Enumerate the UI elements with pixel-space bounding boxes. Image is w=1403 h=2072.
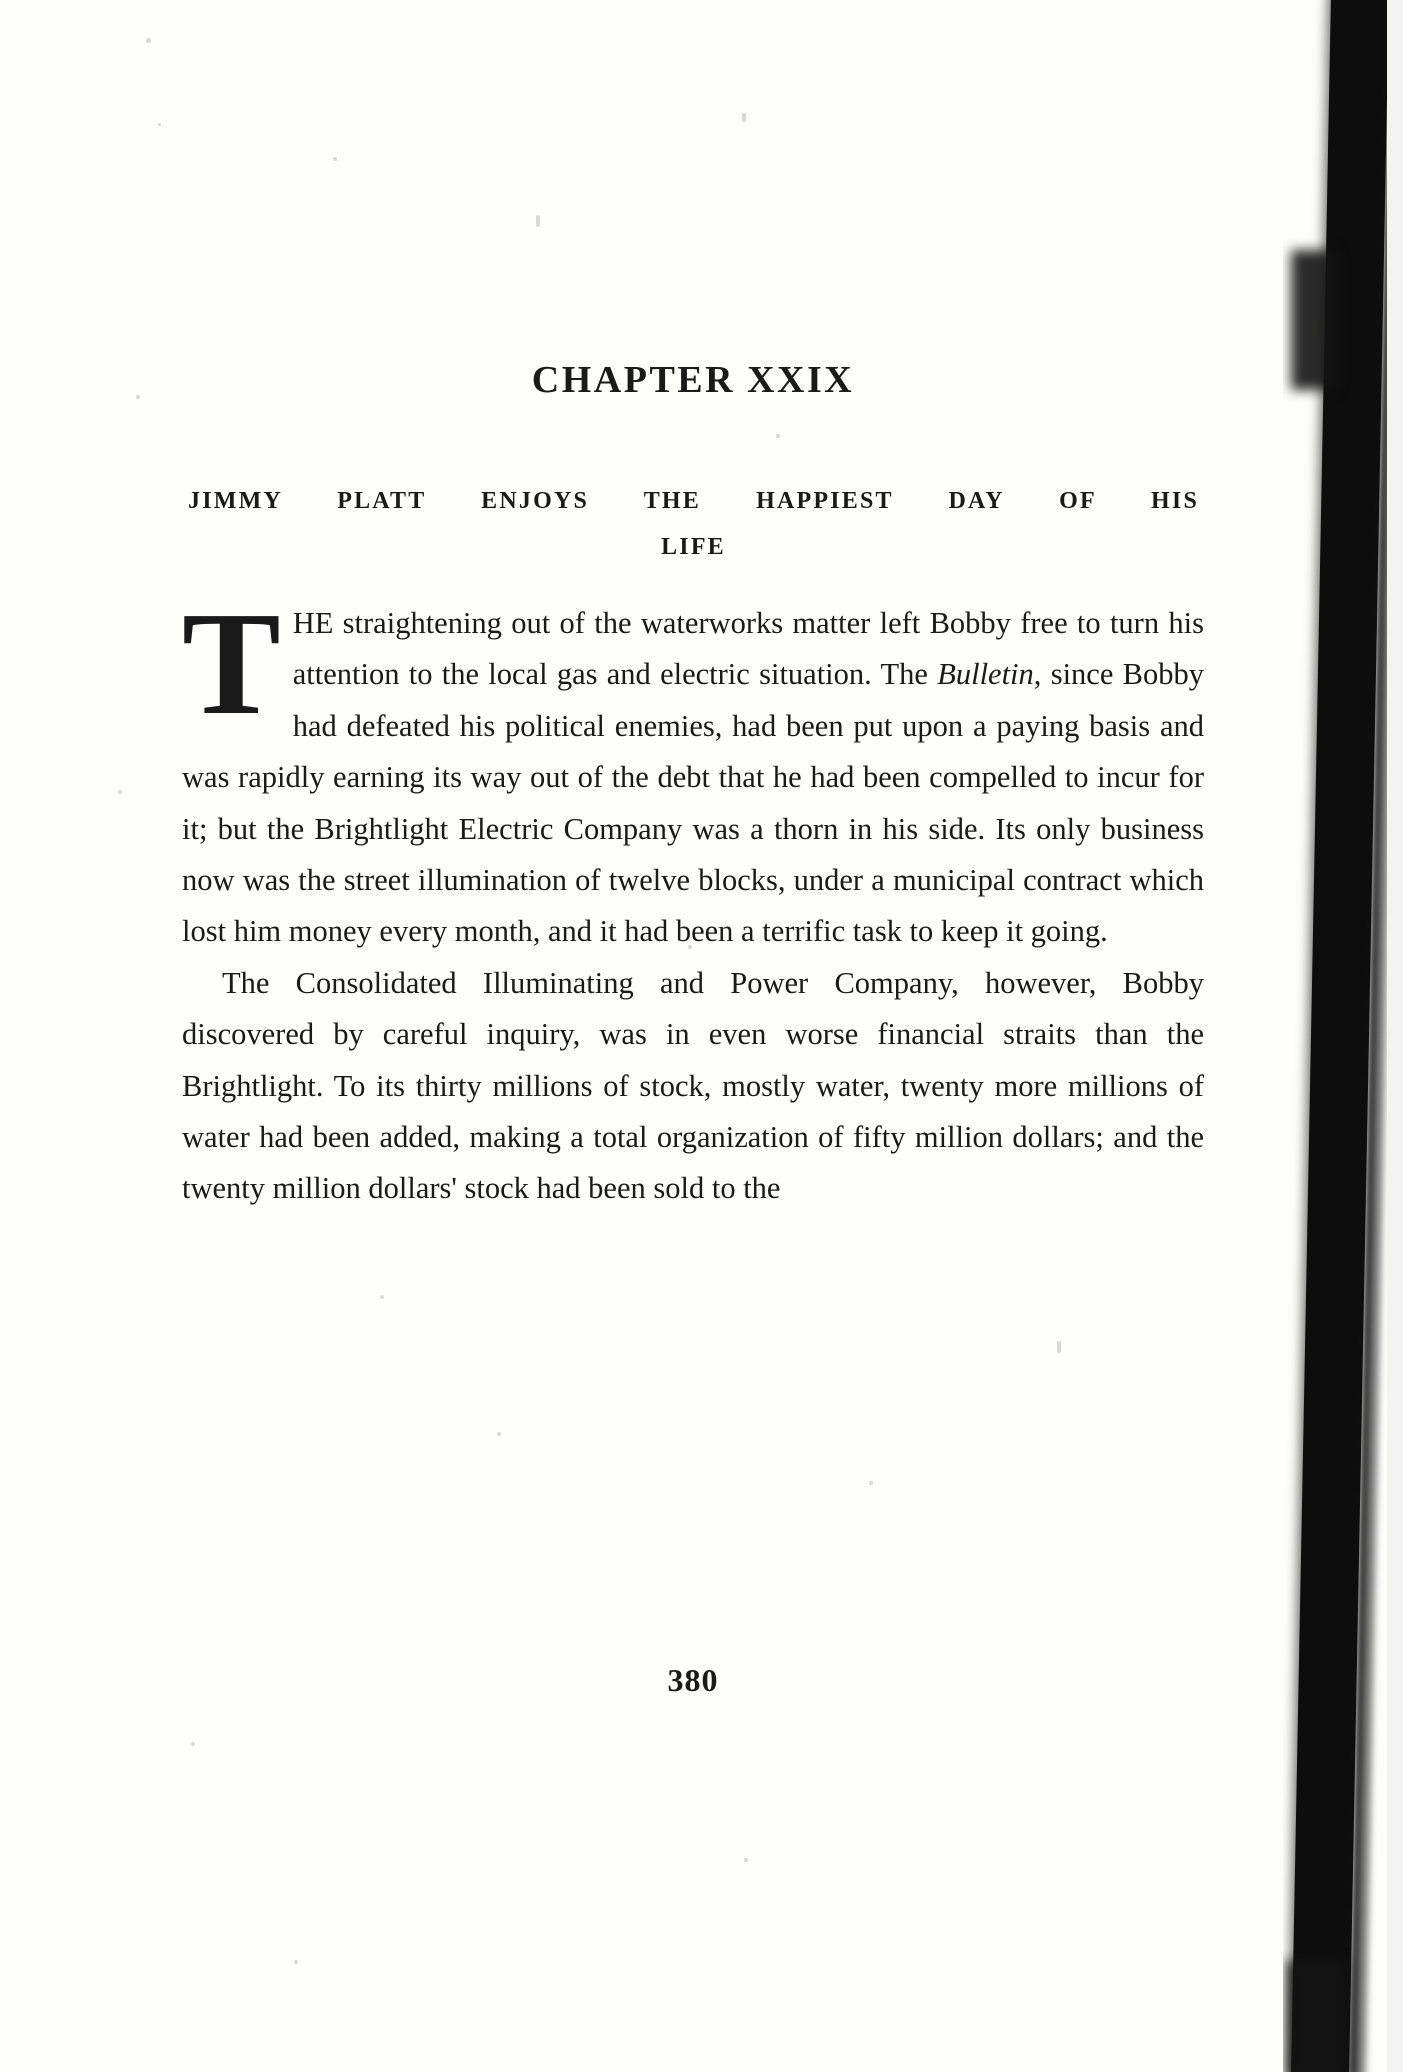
gutter-blotch <box>1291 250 1337 390</box>
chapter-title: CHAPTER XXIX <box>531 359 855 401</box>
chapter-subtitle-line-1: JIMMY PLATT ENJOYS THE HAPPIEST DAY OF HIS <box>188 488 1199 514</box>
scan-speck <box>136 395 140 399</box>
page-text-column <box>178 0 1208 2072</box>
scan-speck <box>146 38 151 43</box>
chapter-subtitle <box>186 478 1201 570</box>
paragraph-1-opening: HE straightening out of the waterworks matter left Bobby free to turn his attention to the local gas and electric situation. The <box>292 606 1204 692</box>
binding-gutter-shadow <box>1283 0 1403 2072</box>
body-text <box>182 582 1204 1215</box>
gutter-blotch <box>1287 1960 1347 2072</box>
newspaper-title-italic: Bulletin <box>937 657 1034 692</box>
scan-speck <box>118 790 122 794</box>
page-number: 380 <box>667 1662 719 1698</box>
paragraph-1-tail: , since Bobby had defeated his political enemies, had been put upon a paying basis and was rapidly earning its way out of the debt that he had been compelled to incur for it; but the Brightlight Electric Company was a thorn in his side. Its only business now was the street illumination of twelve blocks, under a municipal contract which lost him money every month, and it had been a terrific task to keep it going. <box>182 657 1204 949</box>
drop-cap: T <box>182 582 281 746</box>
paragraph-1 <box>182 582 1204 958</box>
chapter-subtitle-line-2: LIFE <box>661 534 726 560</box>
scan-speck <box>158 123 161 126</box>
page-outer-edge <box>1387 0 1403 2072</box>
paragraph-2: The Consolidated Illuminating and Power Company, however, Bobby discovered by careful inquiry, was in even worse financial straits than the Brightlight. To its thirty millions of stock, mostly water, twenty more millions of water had been added, making a total organization of fifty million dollars; and the twenty million dollars' stock had been sold to the <box>182 965 1204 1206</box>
